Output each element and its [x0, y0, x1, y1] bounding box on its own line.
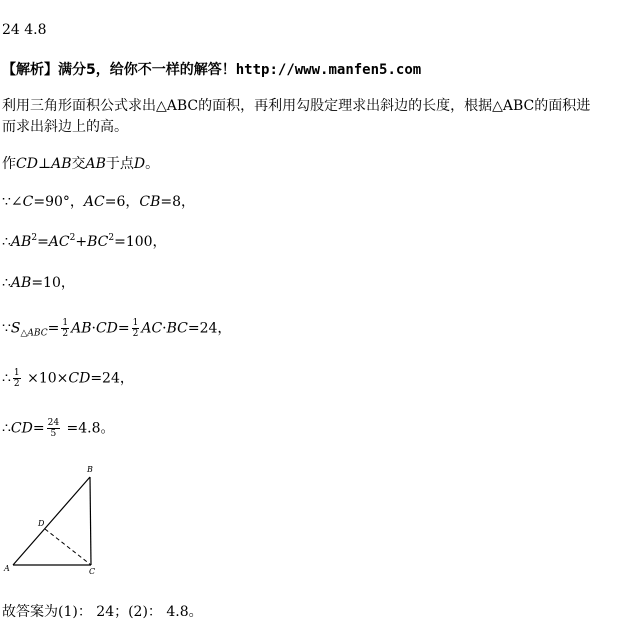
text: =	[47, 320, 60, 337]
numerator: 1	[132, 318, 139, 328]
step-ab-length	[2, 274, 75, 292]
header-answer: 24 4.8	[2, 22, 47, 38]
therefore-symbol: ∴	[2, 370, 11, 387]
because-symbol: ∵	[2, 194, 11, 210]
text: =	[37, 234, 49, 250]
text: =100，	[114, 234, 167, 250]
var-bc: BC	[87, 234, 109, 250]
fraction-24-over-5	[47, 418, 60, 439]
side-ab	[13, 477, 90, 565]
source-url[interactable]: http://www.manfen5.com	[235, 62, 422, 78]
step-pythagoras	[2, 233, 167, 251]
final-answer: 故答案为(1)： 24；(2)： 4.8。	[2, 604, 203, 620]
numerator: 1	[62, 318, 69, 328]
text: =90°，	[33, 194, 84, 210]
var-cd: CD	[10, 420, 33, 437]
var-cd: CD	[68, 370, 91, 387]
denominator: 2	[13, 379, 20, 389]
denominator: 2	[62, 329, 69, 339]
label-b: B	[87, 465, 93, 474]
var-cd: CD	[16, 156, 38, 172]
text: ×10×	[22, 370, 69, 387]
subscript: △ABC	[20, 328, 48, 339]
text: 。	[145, 156, 160, 172]
text: 于点	[105, 156, 134, 172]
fraction-half	[13, 368, 21, 389]
var-ac: AC	[48, 234, 70, 250]
fraction-half	[132, 318, 140, 339]
exponent: 2	[31, 233, 38, 243]
text: +	[75, 234, 88, 250]
text: 交	[71, 156, 86, 172]
label-a: A	[4, 564, 10, 573]
dot: ·	[162, 320, 167, 337]
altitude-cd	[45, 529, 91, 565]
exponent: 2	[108, 233, 115, 243]
numerator: 1	[13, 368, 20, 378]
var-ab: AB	[10, 275, 32, 291]
analysis-banner	[2, 61, 421, 79]
text: =24，	[187, 320, 232, 337]
step-given	[2, 193, 195, 211]
step-result	[2, 418, 115, 439]
step-area	[2, 318, 231, 343]
text: =10，	[31, 275, 75, 291]
denominator: 2	[132, 329, 139, 339]
var-bc: BC	[166, 320, 188, 337]
var-d: D	[133, 156, 146, 172]
text: =24，	[90, 370, 134, 387]
text: =6，	[104, 194, 140, 210]
therefore-symbol: ∴	[2, 234, 11, 250]
intro-line-1: 利用三角形面积公式求出△ABC的面积，再利用勾股定理求出斜边的长度，根据△ABC的面积进	[2, 98, 591, 114]
perp-symbol: ⊥	[37, 156, 52, 172]
var-ab: AB	[71, 320, 92, 337]
var-ac: AC	[83, 194, 105, 210]
var-s: S	[10, 320, 21, 337]
numerator: 24	[47, 418, 60, 428]
angle-symbol: ∠	[10, 194, 23, 210]
step-solve	[2, 368, 134, 389]
fraction-half	[61, 318, 69, 339]
var-ab: AB	[51, 156, 72, 172]
var-ab: AB	[85, 156, 106, 172]
therefore-symbol: ∴	[2, 275, 11, 291]
text: 作	[2, 156, 16, 172]
analysis-label: 【解析】满分5，给你不一样的解答！	[2, 62, 236, 78]
text: =	[117, 320, 130, 337]
label-d: D	[38, 519, 45, 528]
intro-line-2: 而求出斜边上的高。	[2, 119, 128, 135]
denominator: 5	[50, 429, 57, 439]
side-bc	[90, 477, 91, 565]
label-c: C	[89, 567, 96, 576]
var-ab: AB	[10, 234, 32, 250]
step-construct	[2, 155, 159, 173]
var-cb: CB	[139, 194, 161, 210]
text: =4.8。	[62, 420, 115, 437]
dot: ·	[91, 320, 96, 337]
because-symbol: ∵	[2, 320, 11, 337]
var-cd: CD	[95, 320, 118, 337]
var-c: C	[22, 194, 34, 210]
triangle-figure	[0, 460, 110, 580]
text: =	[32, 420, 45, 437]
var-ac: AC	[141, 320, 163, 337]
exponent: 2	[69, 233, 76, 243]
text: =8，	[160, 194, 196, 210]
therefore-symbol: ∴	[2, 420, 11, 437]
